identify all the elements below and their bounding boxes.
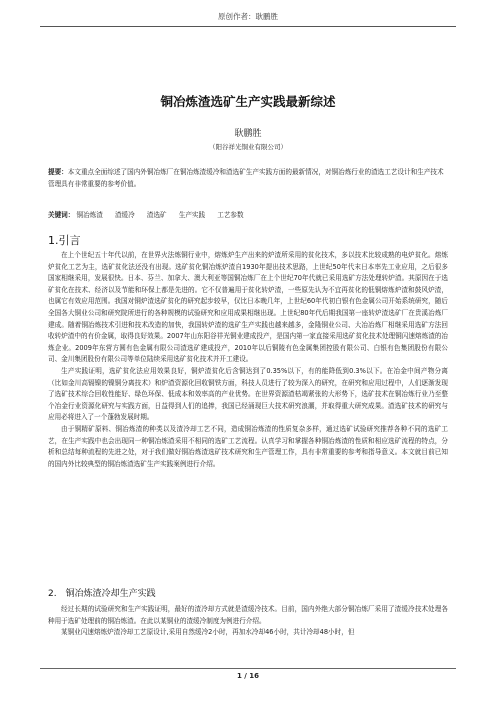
keywords-label: 关键词：: [48, 211, 75, 219]
keyword-item: 生产实践: [178, 211, 206, 219]
keyword-item: 渣缓冷: [114, 211, 135, 219]
abstract-label: 提要：: [48, 168, 68, 176]
author-name: 耿鹏胜: [234, 129, 262, 139]
paragraph: 在上个世纪五十年代以前，在世界火法炼铜行业中，熔炼炉生产出来的炉渣所采用的贫化技术，多以技术比较成熟的电炉贫化。熔炼炉贫化工艺为主，选矿贫化法还没有出现。选矿贫化铜冶炼炉渣自1930年提出技术思路，上世纪50年代末日本率先工业应用，之后很多国家相继采用，发展很快。日本、芬兰、加拿大、澳大利亚等国铜冶炼厂在上个世纪70年代就已采用选矿方法处理转炉渣。其原因在于选矿贫化在技术、经济以及节能和环保上都是先进的。它不仅普遍用于贫化转炉渣，一些原先认为不宜再贫化的低铜熔炼炉渣和鼓风炉渣，也属它有效应用范围。我国对铜炉渣选矿贫化的研究起步较早，仅比日本晚几年，上世纪60年代初白银有色金属公司开始系统研究，随后全国各大铜业公司和研究院所进行的各种规模的试验研究和应用成果相继出现。上世纪80年代后期我国第一座转炉渣选矿厂在贵溪冶炼厂建成。随着铜冶炼技术引进和技术改造的加快，我国转炉渣的选矿生产实践也越来越多，金隆铜业公司、大冶冶炼厂相继采用选矿方法回收转炉渣中的有价金属，取得良好效果。2007年山东阳谷祥光铜业建成投产，是国内第一家直接采用选矿贫化技术处理铜闪速熔炼渣的冶炼企业。2009年东营方圆有色金属有限公司渣选矿建成投产，2010年以后铜陵有色金属集团控股有限公司、白银有色集团股份有限公司、金川集团股份有限公司等单位陆续采用选矿贫化技术并开工建设。: [48, 251, 448, 364]
abstract: [48, 166, 448, 190]
paragraph: 生产实践证明，选矿贫化法应用效果良好，铜炉渣贫化后含铜达到了0.35%以下，有的能降低到0.3%以下。在冶金中间产物分离（比如金川高镉镍的镍铜分离技术）和炉渣资源化回收铜铁方面，科技人员进行了较为深入的研究，在研究和应用过程中，人们逐渐发现了选矿技术综合回收性能好、绿色环保、低成本和效率高的产业优势。在世界资源渣枯竭紧张的大形势下，选矿技术在铜冶炼行业乃至整个冶金行业资源化研究与实践方面，日益得到人们的追捧，我国已经涌现巨大技术研究浪潮，并取得重大研究成果。渣选矿技术的研究与应用必将进入了一个蓬勃发展时期。: [48, 366, 448, 422]
footer-divider: [40, 668, 456, 669]
page-header: [40, 4, 456, 27]
keywords-list: [76, 211, 253, 219]
section-1-heading: 1.引言: [48, 234, 81, 247]
keyword-item: 渣选矿: [146, 211, 167, 219]
page-number: 1 / 16: [236, 672, 260, 680]
abstract-text: 本文重点全面综述了国内外铜冶炼厂在铜冶炼渣缓冷和渣选矿生产实践方面的最新情况，对铜冶炼行业的渣选工艺设计和生产技术管理具有非常重要的参考价值。: [48, 168, 444, 188]
paragraph: 由于铜精矿原料、铜冶炼渣的种类以及渣冷却工艺不同，造成铜冶炼渣的性质复杂多样，通过选矿试验研究推荐各种不同的选矿工艺，在生产实践中也会出现同一种铜冶炼渣采用不相同的选矿工艺流程。认真学习和掌握各种铜冶炼渣的性质和相应选矿流程的特点，分析和总结每种流程的先进之处，对于我们做好铜冶炼渣选矿技术研究和生产管理工作，具有非常重要的参考和指导意义。本文就目前已知的国内外比较典型的铜冶炼渣选矿生产实践案例进行介绍。: [48, 424, 448, 468]
keywords: [48, 209, 448, 221]
author-affiliation: （阳谷祥光铜业有限公司）: [209, 143, 287, 151]
paragraph: 经过长期的试验研究和生产实践证明，最好的渣冷却方式就是渣缓冷技术。目前，国内外绝大部分铜冶炼厂采用了渣缓冷技术处理各种用于选矿处理前的铜冶炼渣。在此以某铜业的渣缓冷制度为例进行介绍。: [48, 605, 448, 625]
paragraph: 某铜业闪速熔炼炉渣冷却工艺原设计,采用自然缓冷2小时，再加水冷却46小时，共计冷却48小时，但: [61, 628, 355, 637]
keyword-item: 工艺参数: [217, 211, 244, 219]
section-2-heading: 2. 铜冶炼渣冷却生产实践: [48, 589, 156, 599]
keyword-item: 铜冶炼渣: [76, 211, 103, 219]
document-title: 铜冶炼渣选矿生产实践最新综述: [160, 94, 336, 109]
section-1-body: [48, 250, 448, 470]
header-text: 原创作者：耿鹏胜: [218, 12, 278, 21]
section-2-body: [48, 604, 448, 639]
